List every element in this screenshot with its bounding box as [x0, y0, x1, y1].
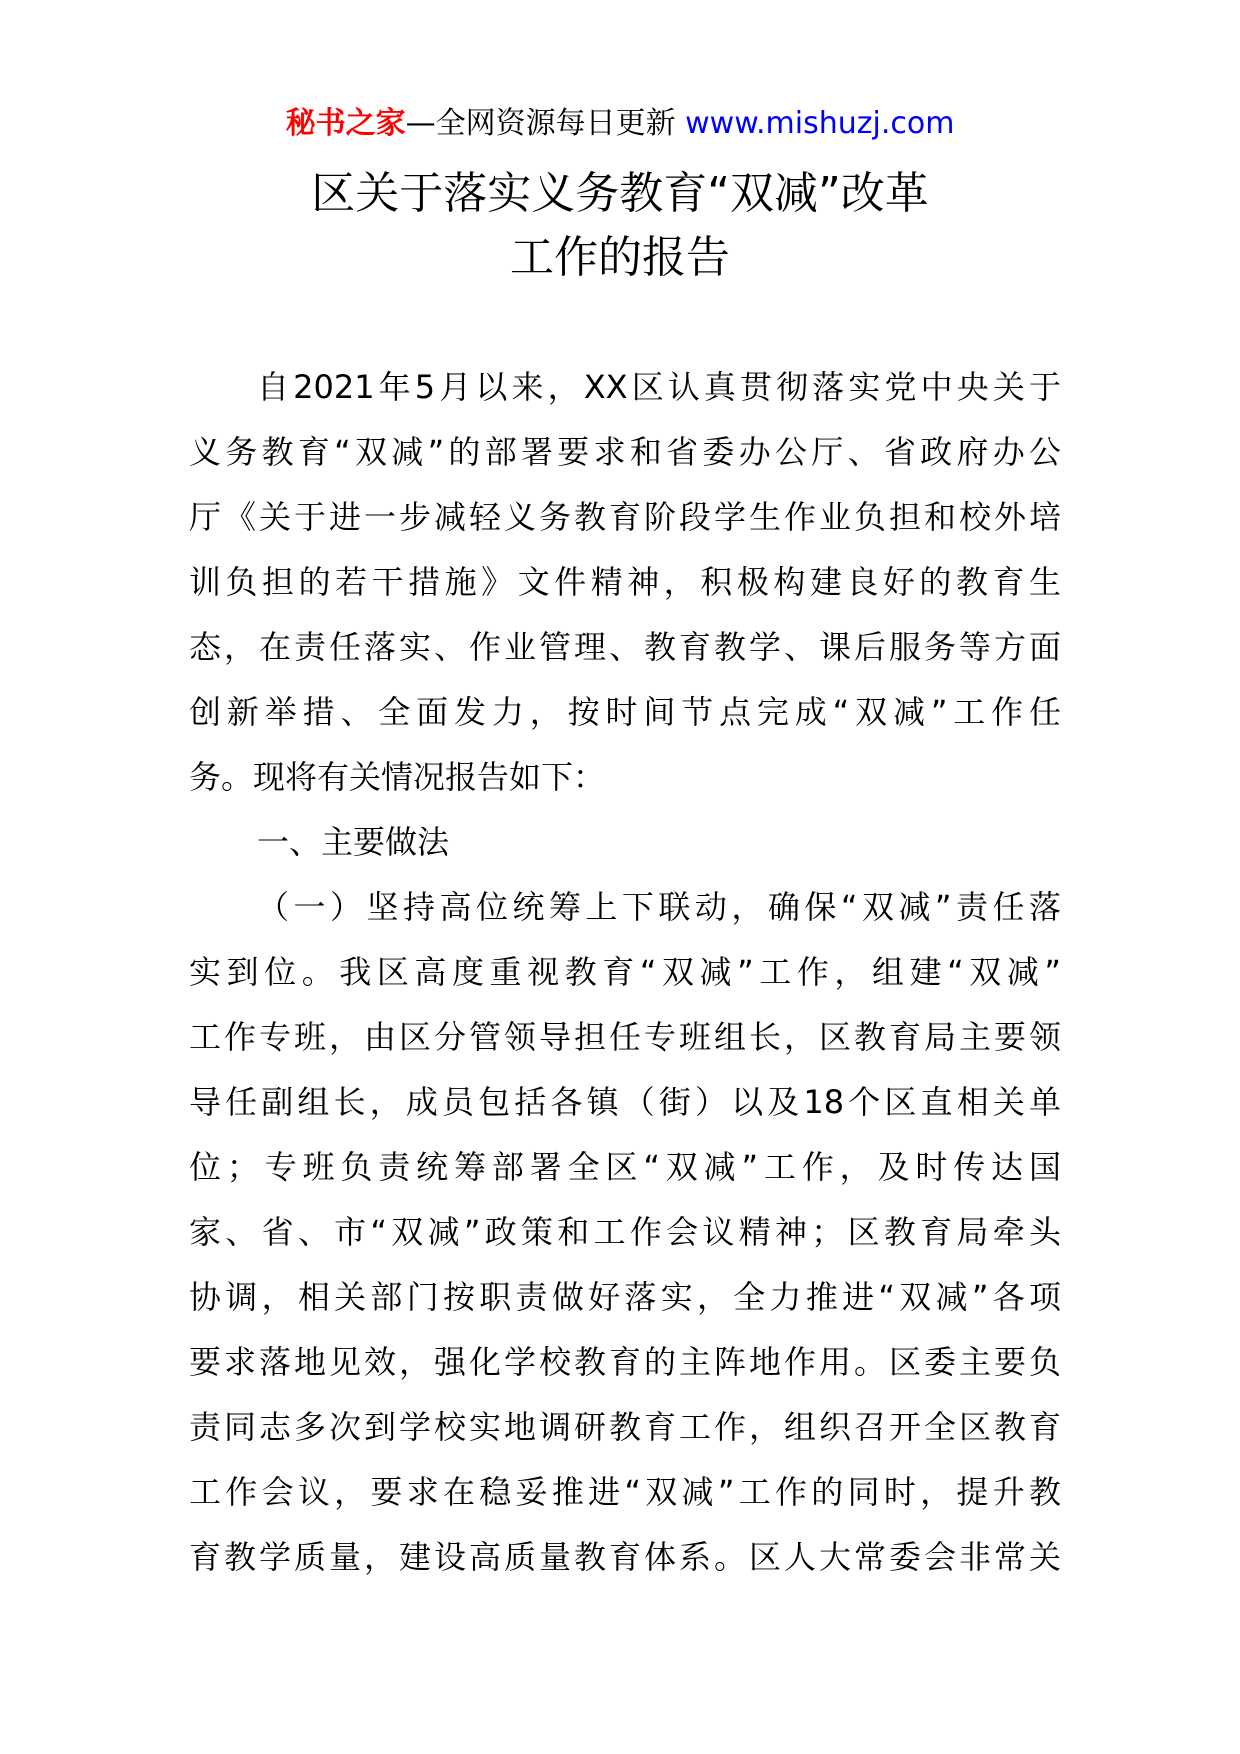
title-line: 工作的报告 [510, 232, 730, 283]
paragraph-line: 家、省、市“双减”政策和工作会议精神；区教育局牵头 [189, 1213, 1061, 1251]
paragraph-line: 厅《关于进一步减轻义务教育阶段学生作业负担和校外培 [189, 498, 1061, 536]
paragraph-line: 训负担的若干措施》文件精神，积极构建良好的教育生 [189, 563, 1061, 601]
paragraph-line: （一）坚持高位统筹上下联动，确保“双减”责任落 [257, 888, 1061, 926]
title-line: 区关于落实义务教育“双减”改革 [311, 168, 929, 219]
paragraph-line: 要求落地见效，强化学校教育的主阵地作用。区委主要负 [189, 1343, 1061, 1381]
document-body [189, 355, 1061, 1590]
paragraph-line: 创新举措、全面发力，按时间节点完成“双减”工作任 [189, 693, 1061, 731]
paragraph-line: 自2021年5月以来，XX区认真贯彻落实党中央关于 [257, 368, 1061, 406]
paragraph-line: 工作专班，由区分管领导担任专班组长，区教育局主要领 [189, 1018, 1061, 1056]
paragraph-line: 位；专班负责统筹部署全区“双减”工作，及时传达国 [189, 1148, 1061, 1186]
paragraph-line: 实到位。我区高度重视教育“双减”工作，组建“双减” [189, 953, 1061, 991]
paragraph-line: 务。现将有关情况报告如下： [189, 758, 606, 796]
document-title [0, 162, 1240, 290]
slogan: —全网资源每日更新 [405, 106, 686, 141]
paragraph-line: 义务教育“双减”的部署要求和省委办公厅、省政府办公 [189, 433, 1061, 471]
paragraph-line: 态，在责任落实、作业管理、教育教学、课后服务等方面 [189, 628, 1061, 666]
brand-name: 秘书之家 [285, 106, 406, 141]
paragraph-line: 工作会议，要求在稳妥推进“双减”工作的同时，提升教 [189, 1473, 1061, 1511]
site-url[interactable]: www.mishuzj.com [685, 106, 955, 141]
paragraph-line: 协调，相关部门按职责做好落实，全力推进“双减”各项 [189, 1278, 1061, 1316]
site-header [0, 102, 1240, 146]
paragraph-line: 导任副组长，成员包括各镇（街）以及18个区直相关单 [189, 1083, 1061, 1121]
section-heading: 一、主要做法 [257, 823, 450, 861]
paragraph-line: 育教学质量，建设高质量教育体系。区人大常委会非常关 [189, 1538, 1061, 1576]
paragraph-line: 责同志多次到学校实地调研教育工作，组织召开全区教育 [189, 1408, 1061, 1446]
